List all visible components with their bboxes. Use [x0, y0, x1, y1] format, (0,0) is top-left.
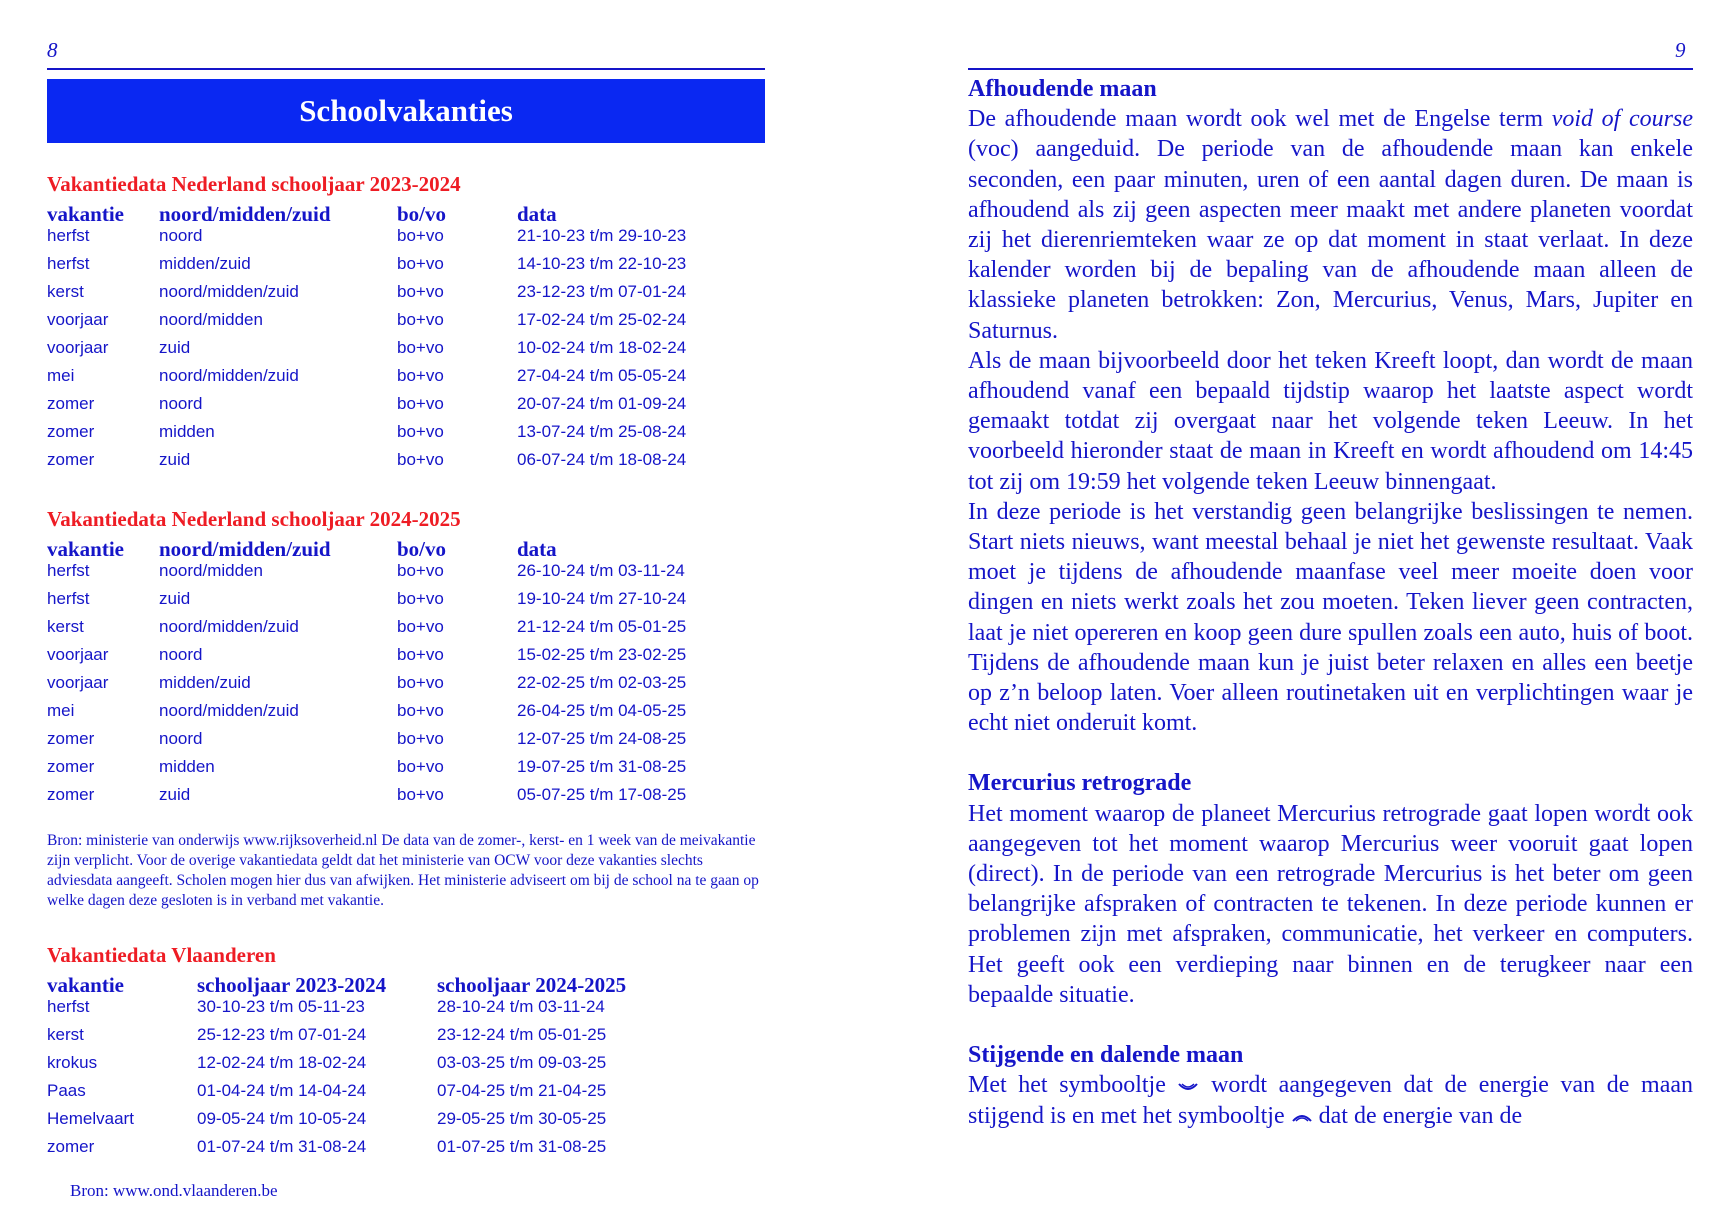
table-cell: herfst — [47, 561, 90, 580]
afhoudend-paragraph-1: De afhoudende maan wordt ook wel met de Engelse term void of course (voc) aangeduid. De periode van de afhoudende maan kan enkele seconden, een paar minuten, uren of een aantal dagen duren. De maan is afhoudend als zij geen aspecten meer maakt met andere planeten voordat zij het dierenriemteken waar ze op dat moment in staat verlaat. In deze kalender worden bij de bepaling van de afhoudende maan alleen de klassieke planeten betrokken: Zon, Mercurius, Venus, Mars, Jupiter en Saturnus. — [968, 106, 1693, 344]
table-cell: 26-04-25 t/m 04-05-25 — [517, 701, 687, 720]
table-cell: 12-02-24 t/m 18-02-24 — [197, 1053, 367, 1072]
table-cell: bo+vo — [397, 757, 444, 776]
page-number-right: 9 — [1675, 38, 1686, 62]
nl-2024-table — [47, 537, 737, 813]
table-cell: zuid — [159, 450, 191, 469]
table-row — [47, 1025, 677, 1053]
page-number-left: 8 — [47, 38, 58, 62]
col-regio: noord/midden/zuid — [159, 537, 331, 561]
table-cell: zomer — [47, 785, 95, 804]
table-cell: 07-04-25 t/m 21-04-25 — [437, 1081, 607, 1100]
table-cell: bo+vo — [397, 729, 444, 748]
nl-2024-header-row — [47, 537, 737, 561]
table-cell: 01-07-25 t/m 31-08-25 — [437, 1137, 607, 1156]
left-page — [0, 0, 858, 1229]
table-cell: Paas — [47, 1081, 86, 1100]
table-cell: bo+vo — [397, 785, 444, 804]
afhoudend-heading: Afhoudende maan — [968, 76, 1157, 102]
table-cell: bo+vo — [397, 645, 444, 664]
table-cell: 28-10-24 t/m 03-11-24 — [437, 997, 605, 1016]
table-cell: bo+vo — [397, 589, 444, 608]
table-cell: voorjaar — [47, 338, 109, 357]
nl-2023-heading: Vakantiedata Nederland schooljaar 2023-2024 — [47, 172, 461, 196]
table-row — [47, 422, 737, 450]
col-bovo: bo/vo — [397, 537, 447, 561]
table-cell: krokus — [47, 1053, 98, 1072]
table-cell: midden — [159, 757, 215, 776]
nl-2023-header-row — [47, 202, 737, 226]
right-body — [968, 74, 1693, 1131]
table-row — [47, 1053, 677, 1081]
table-cell: noord/midden/zuid — [159, 701, 299, 720]
table-row — [47, 254, 737, 282]
table-cell: voorjaar — [47, 645, 109, 664]
table-cell: zomer — [47, 757, 95, 776]
table-cell: noord/midden — [159, 561, 263, 580]
table-cell: 23-12-23 t/m 07-01-24 — [517, 282, 687, 301]
table-cell: bo+vo — [397, 282, 444, 301]
source-note-nl: Bron: ministerie van onderwijs www.rijksoverheid.nl De data van de zomer-, kerst- en 1 week van de meivakantie zijn verplicht. Voor de overige vakantiedata geldt dat het ministerie van OCW voor deze vakanties slechts adviesdata aangeeft. Scholen mogen hier dus van afwijken. Het ministerie adviseert om bij de school na te gaan op welke dagen deze gesloten is in verband met vakantie. — [47, 832, 759, 909]
table-cell: bo+vo — [397, 254, 444, 273]
table-cell: bo+vo — [397, 450, 444, 469]
header-rule-left — [47, 68, 765, 70]
table-cell: 03-03-25 t/m 09-03-25 — [437, 1053, 607, 1072]
table-cell: 19-07-25 t/m 31-08-25 — [517, 757, 687, 776]
table-cell: 14-10-23 t/m 22-10-23 — [517, 254, 687, 273]
col-bovo: bo/vo — [397, 202, 447, 226]
table-row — [47, 226, 737, 254]
table-cell: midden/zuid — [159, 254, 251, 273]
col-regio: noord/midden/zuid — [159, 202, 331, 226]
table-cell: 01-07-24 t/m 31-08-24 — [197, 1137, 367, 1156]
table-row — [47, 673, 737, 701]
table-cell: 01-04-24 t/m 14-04-24 — [197, 1081, 367, 1100]
table-cell: bo+vo — [397, 701, 444, 720]
col-vakantie: vakantie — [47, 973, 125, 997]
table-cell: mei — [47, 366, 75, 385]
afhoudend-paragraph-2: Als de maan bijvoorbeeld door het teken Kreeft loopt, dan wordt de maan afhoudend vanaf een bepaald tijdstip waarop het laatste aspect wordt gemaakt totdat zij overgaat naar het volgende teken Leeuw. In het voorbeeld hieronder staat de maan in Kreeft en wordt afhoudend om 14:45 tot zij om 19:59 het volgende teken Leeuw binnengaat. — [968, 347, 1693, 495]
table-cell: voorjaar — [47, 310, 109, 329]
table-row — [47, 394, 737, 422]
table-cell: zomer — [47, 1137, 95, 1156]
afhoudend-paragraph-3: In deze periode is het verstandig geen belangrijke beslissingen te nemen. Start niets nieuws, want meestal behaal je niet het gewenste resultaat. Vaak moet je tijdens de afhoudende maanfase veel meer moeite doen voor dingen en niets werkt zoals het zou moeten. Teken liever geen contracten, laat je niet opereren en koop geen dure spullen zoals een auto, huis of boot. Tijdens de afhoudende maan kun je juist beter relaxen en alles een beetje op z’n beloop laten. Voer alleen routinetaken uit en verplichtingen waar je echt niet onderuit komt. — [968, 498, 1693, 737]
table-cell: kerst — [47, 617, 84, 636]
col-data: data — [517, 202, 557, 226]
table-cell: 30-10-23 t/m 05-11-23 — [197, 997, 365, 1016]
table-row — [47, 1137, 677, 1165]
table-cell: bo+vo — [397, 338, 444, 357]
table-cell: noord — [159, 226, 203, 245]
table-cell: noord — [159, 645, 203, 664]
table-cell: 19-10-24 t/m 27-10-24 — [517, 589, 687, 608]
table-row — [47, 1109, 677, 1137]
table-cell: zuid — [159, 338, 191, 357]
table-row — [47, 729, 737, 757]
table-row — [47, 645, 737, 673]
table-cell: 09-05-24 t/m 10-05-24 — [197, 1109, 367, 1128]
table-cell: noord — [159, 729, 203, 748]
table-cell: bo+vo — [397, 226, 444, 245]
table-cell: Hemelvaart — [47, 1109, 134, 1128]
vl-heading: Vakantiedata Vlaanderen — [47, 943, 276, 967]
table-cell: zuid — [159, 785, 191, 804]
table-cell: 22-02-25 t/m 02-03-25 — [517, 673, 687, 692]
table-cell: zomer — [47, 729, 95, 748]
table-cell: zuid — [159, 589, 191, 608]
table-cell: 29-05-25 t/m 30-05-25 — [437, 1109, 607, 1128]
right-page — [858, 0, 1717, 1229]
table-cell: noord/midden — [159, 310, 263, 329]
mercurius-heading: Mercurius retrograde — [968, 770, 1192, 797]
table-cell: herfst — [47, 226, 90, 245]
table-cell: bo+vo — [397, 422, 444, 441]
table-cell: zomer — [47, 450, 95, 469]
table-cell: mei — [47, 701, 75, 720]
table-row — [47, 282, 737, 310]
table-cell: 12-07-25 t/m 24-08-25 — [517, 729, 687, 748]
stijgend-heading: Stijgende en dalende maan — [968, 1042, 1244, 1069]
table-cell: bo+vo — [397, 310, 444, 329]
col-vakantie: vakantie — [47, 537, 125, 561]
table-row — [47, 338, 737, 366]
table-cell: herfst — [47, 254, 90, 273]
vl-table — [47, 973, 677, 1165]
table-cell: bo+vo — [397, 366, 444, 385]
col-schooljaar-2023: schooljaar 2023-2024 — [197, 973, 387, 997]
table-cell: 26-10-24 t/m 03-11-24 — [517, 561, 685, 580]
table-row — [47, 561, 737, 589]
table-cell: 05-07-25 t/m 17-08-25 — [517, 785, 687, 804]
stijgend-paragraph: Met het symbooltje wordt aangegeven dat de energie van de maan stijgend is en met het symbooltje dat de energie van de — [968, 1072, 1693, 1129]
col-schooljaar-2024: schooljaar 2024-2025 — [437, 973, 627, 997]
nl-2023-table — [47, 202, 737, 478]
table-cell: kerst — [47, 1025, 84, 1044]
table-cell: bo+vo — [397, 673, 444, 692]
banner-title: Schoolvakanties — [47, 79, 765, 143]
table-cell: bo+vo — [397, 617, 444, 636]
col-vakantie: vakantie — [47, 202, 125, 226]
table-row — [47, 1081, 677, 1109]
header-rule-right — [968, 68, 1693, 70]
table-cell: zomer — [47, 422, 95, 441]
table-cell: 20-07-24 t/m 01-09-24 — [517, 394, 687, 413]
table-cell: midden/zuid — [159, 673, 251, 692]
table-cell: noord/midden/zuid — [159, 366, 299, 385]
table-cell: 21-10-23 t/m 29-10-23 — [517, 226, 687, 245]
table-cell: 27-04-24 t/m 05-05-24 — [517, 366, 687, 385]
table-row — [47, 450, 737, 478]
source-note-vl: Bron: www.ond.vlaanderen.be — [70, 1181, 278, 1200]
table-cell: 15-02-25 t/m 23-02-25 — [517, 645, 687, 664]
col-data: data — [517, 537, 557, 561]
nl-2024-heading: Vakantiedata Nederland schooljaar 2024-2025 — [47, 507, 461, 531]
table-cell: noord — [159, 394, 203, 413]
rising-moon-icon — [1177, 1080, 1199, 1094]
table-cell: bo+vo — [397, 561, 444, 580]
table-row — [47, 310, 737, 338]
table-row — [47, 366, 737, 394]
table-cell: voorjaar — [47, 673, 109, 692]
table-row — [47, 589, 737, 617]
table-row — [47, 617, 737, 645]
table-row — [47, 785, 737, 813]
vl-header-row — [47, 973, 677, 997]
table-cell: zomer — [47, 394, 95, 413]
table-cell: 25-12-23 t/m 07-01-24 — [197, 1025, 367, 1044]
table-cell: noord/midden/zuid — [159, 282, 299, 301]
mercurius-paragraph: Het moment waarop de planeet Mercurius retrograde gaat lopen wordt ook aangegeven tot het moment waarop Mercurius weer vooruit gaat lopen (direct). In de periode van een retrograde Mercurius is het beter om geen belangrijke afspraken of contracten te tekenen. In deze periode kunnen er problemen zijn met afspraken, communicatie, het verkeer en computers. Het geeft ook een verdieping naar binnen en de terugkeer naar een bepaalde situatie. — [968, 800, 1693, 1008]
table-row — [47, 757, 737, 785]
table-cell: 13-07-24 t/m 25-08-24 — [517, 422, 687, 441]
table-cell: 21-12-24 t/m 05-01-25 — [517, 617, 687, 636]
table-cell: herfst — [47, 997, 90, 1016]
table-cell: 23-12-24 t/m 05-01-25 — [437, 1025, 607, 1044]
table-cell: 17-02-24 t/m 25-02-24 — [517, 310, 687, 329]
table-cell: bo+vo — [397, 394, 444, 413]
table-cell: 10-02-24 t/m 18-02-24 — [517, 338, 687, 357]
falling-moon-icon — [1291, 1110, 1313, 1124]
table-cell: kerst — [47, 282, 84, 301]
table-cell: herfst — [47, 589, 90, 608]
table-cell: 06-07-24 t/m 18-08-24 — [517, 450, 687, 469]
table-row — [47, 701, 737, 729]
table-cell: midden — [159, 422, 215, 441]
table-cell: noord/midden/zuid — [159, 617, 299, 636]
table-row — [47, 997, 677, 1025]
